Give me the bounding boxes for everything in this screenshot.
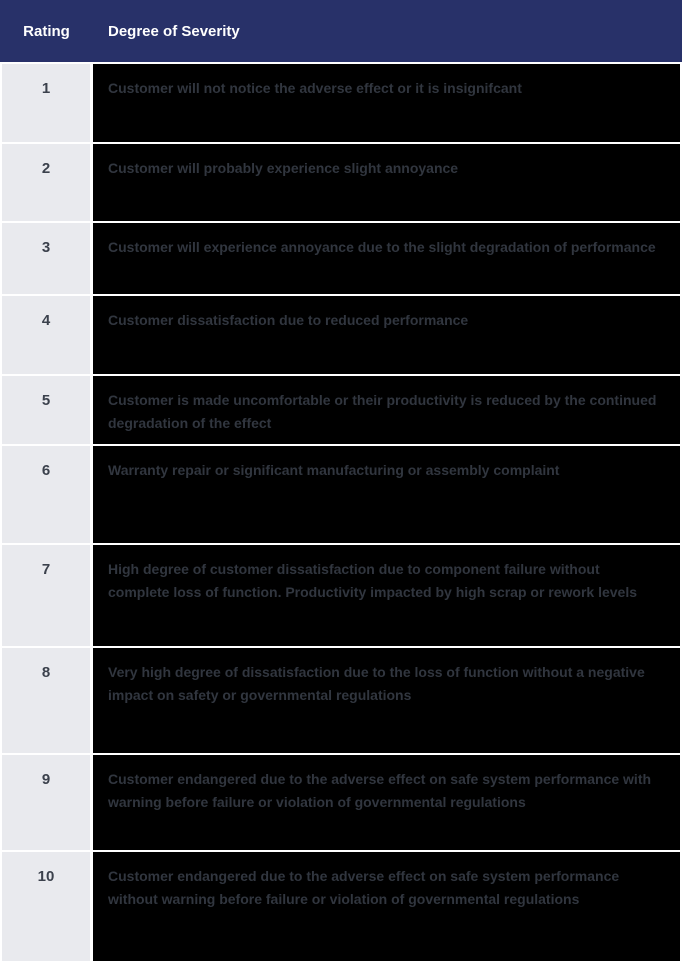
rating-cell: 8 [2, 648, 90, 753]
rating-cell: 6 [2, 446, 90, 543]
rating-cell: 7 [2, 545, 90, 646]
rating-cell: 9 [2, 755, 90, 850]
table-row [2, 223, 680, 294]
table-row [2, 852, 680, 961]
rating-cell: 10 [2, 852, 90, 961]
severity-cell: High degree of customer dissatisfaction due to component failure without complete loss of function. Productivity impacted by high scrap or rework levels [93, 545, 680, 646]
severity-cell: Customer dissatisfaction due to reduced performance [93, 296, 680, 374]
table-header [0, 0, 682, 62]
severity-cell: Customer is made uncomfortable or their productivity is reduced by the continued degradation of the effect [93, 376, 680, 444]
rating-cell: 1 [2, 64, 90, 142]
table-row [2, 64, 680, 142]
column-header-severity: Degree of Severity [108, 22, 240, 40]
rating-cell: 4 [2, 296, 90, 374]
rating-cell: 2 [2, 144, 90, 221]
rating-cell: 5 [2, 376, 90, 444]
severity-cell: Customer will probably experience slight annoyance [93, 144, 680, 221]
table-row [2, 376, 680, 444]
table-row [2, 545, 680, 646]
severity-cell: Very high degree of dissatisfaction due to the loss of function without a negative impact on safety or governmental regulations [93, 648, 680, 753]
table-row [2, 648, 680, 753]
table-row [2, 755, 680, 850]
table-row [2, 296, 680, 374]
table-row [2, 446, 680, 543]
rating-cell: 3 [2, 223, 90, 294]
severity-cell: Customer will not notice the adverse effect or it is insignifcant [93, 64, 680, 142]
severity-cell: Customer endangered due to the adverse effect on safe system performance with warning before failure or violation of governmental regulations [93, 755, 680, 850]
column-header-rating: Rating [23, 22, 70, 40]
table-row [2, 144, 680, 221]
severity-cell: Customer will experience annoyance due to the slight degradation of performance [93, 223, 680, 294]
severity-cell: Warranty repair or significant manufacturing or assembly complaint [93, 446, 680, 543]
severity-cell: Customer endangered due to the adverse effect on safe system performance without warning before failure or violation of governmental regulations [93, 852, 680, 961]
